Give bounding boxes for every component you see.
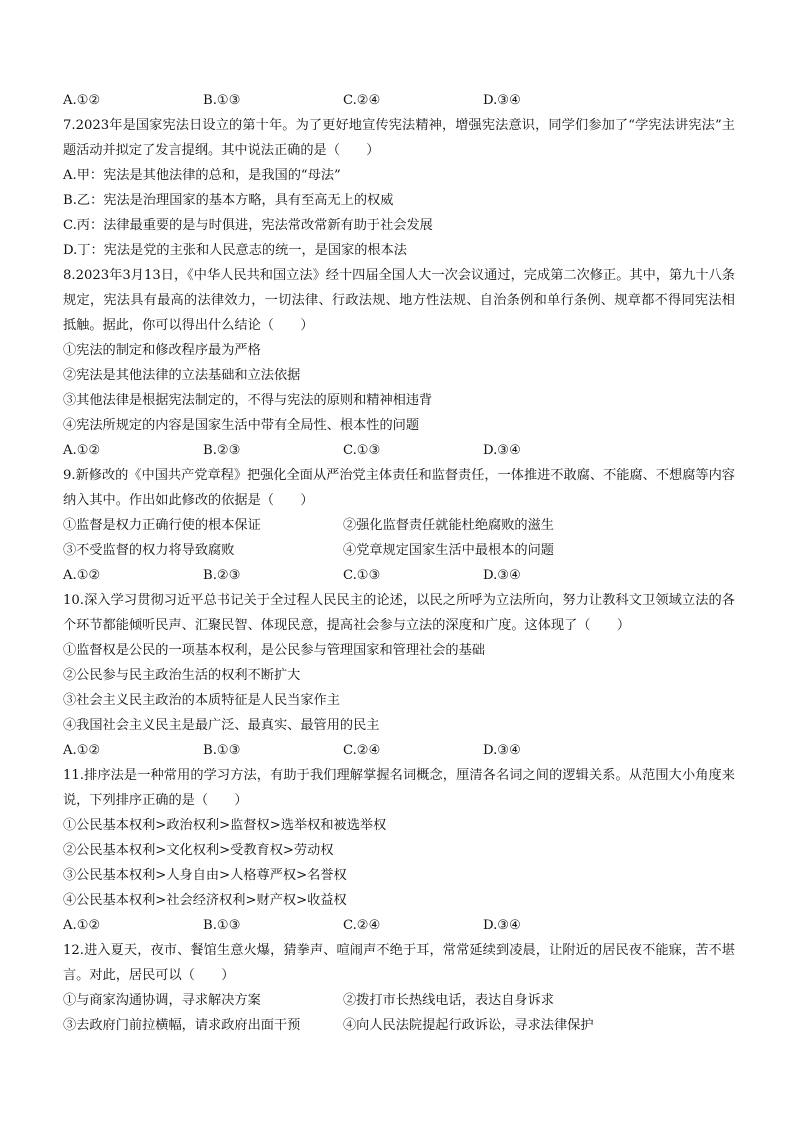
q7-option-a: A.甲：宪法是其他法律的总和，是我国的“母法” <box>63 168 341 183</box>
q11-choice-a: A.①② <box>63 918 101 933</box>
q9-choice-c: C.①③ <box>343 568 381 583</box>
q8-choice-c: C.①③ <box>343 443 381 458</box>
q6-choice-b: B.①③ <box>203 93 241 108</box>
q8-statement-1: ①宪法的制定和修改程序最为严格 <box>63 343 261 358</box>
q10-statement-4: ④我国社会主义民主是最广泛、最真实、最管用的民主 <box>63 718 380 733</box>
q7-stem: 7.2023年是国家宪法日设立的第十年。为了更好地宣传宪法精神，增强宪法意识，同学们参加了“学宪法讲宪法”主题活动并拟定了发言提纲。其中说法正确的是（ ） <box>63 118 735 158</box>
q9-statement-1: ①监督是权力正确行使的根本保证 <box>63 518 261 533</box>
q12-statement-4: ④向人民法院提起行政诉讼，寻求法律保护 <box>343 1018 594 1033</box>
q8-statement-2: ②宪法是其他法律的立法基础和立法依据 <box>63 368 301 383</box>
q7-option-d: D.丁：宪法是党的主张和人民意志的统一，是国家的根本法 <box>63 243 407 258</box>
q12-statement-3: ③去政府门前拉横幅，请求政府出面干预 <box>63 1018 301 1033</box>
q11-statement-1: ①公民基本权利>政治权利>监督权>选举权和被选举权 <box>63 818 387 833</box>
q8-choice-b: B.②③ <box>203 443 241 458</box>
q11-statement-4: ④公民基本权利>社会经济权利>财产权>收益权 <box>63 893 347 908</box>
q8-stem: 8.2023年3月13日，《中华人民共和国立法》经十四届全国人大一次会议通过，完成第二次修正。其中，第九十八条规定，宪法具有最高的法律效力，一切法律、行政法规、地方性法规、自治条例和单行条例、规章都不得同宪法相抵触。据此，你可以得出什么结论（ ） <box>63 268 735 333</box>
q8-statement-3: ③其他法律是根据宪法制定的，不得与宪法的原则和精神相违背 <box>63 393 433 408</box>
q9-choice-a: A.①② <box>63 568 101 583</box>
q10-choice-a: A.①② <box>63 743 101 758</box>
q6-choice-c: C.②④ <box>343 93 381 108</box>
q12-statements-row-1 <box>63 988 735 1013</box>
q7-option-c: C.丙：法律最重要的是与时俱进，宪法常改常新有助于社会发展 <box>63 218 433 233</box>
q6-choice-d: D.③④ <box>483 93 521 108</box>
q12-statement-1: ①与商家沟通协调，寻求解决方案 <box>63 993 261 1008</box>
q10-stem: 10.深入学习贯彻习近平总书记关于全过程人民民主的论述，以民之所呼为立法所向，努力让教科文卫领域立法的各个环节都能倾听民声、汇聚民智、体现民意，提高社会参与立法的深度和广度。这体现了（ ） <box>63 593 735 633</box>
q11-choice-d: D.③④ <box>483 918 521 933</box>
q9-choices <box>63 563 735 588</box>
q9-statement-3: ③不受监督的权力将导致腐败 <box>63 543 235 558</box>
q6-choices <box>63 88 735 113</box>
q9-statements-row-2 <box>63 538 735 563</box>
q12-stem: 12.进入夏天，夜市、餐馆生意火爆，猜拳声、喧闹声不绝于耳，常常延续到凌晨，让附近的居民夜不能寐，苦不堪言。对此，居民可以（ ） <box>63 943 735 983</box>
q11-choice-b: B.①③ <box>203 918 241 933</box>
q9-statement-2: ②强化监督责任就能杜绝腐败的滋生 <box>343 518 554 533</box>
q11-statement-2: ②公民基本权利>文化权利>受教育权>劳动权 <box>63 843 334 858</box>
q11-statement-3: ③公民基本权利>人身自由>人格尊严权>名誉权 <box>63 868 347 883</box>
q8-choices <box>63 438 735 463</box>
q9-stem: 9.新修改的《中国共产党章程》把强化全面从严治党主体责任和监督责任，一体推进不敢腐、不能腐、不想腐等内容纳入其中。作出如此修改的依据是（ ） <box>63 468 735 508</box>
q8-choice-d: D.③④ <box>483 443 521 458</box>
q12-statements-row-2 <box>63 1013 735 1038</box>
q10-statement-1: ①监督权是公民的一项基本权利，是公民参与管理国家和管理社会的基础 <box>63 643 485 658</box>
q10-statement-3: ③社会主义民主政治的本质特征是人民当家作主 <box>63 693 340 708</box>
q10-choice-c: C.②④ <box>343 743 381 758</box>
q11-choice-c: C.②④ <box>343 918 381 933</box>
q9-choice-d: D.③④ <box>483 568 521 583</box>
q9-statement-4: ④党章规定国家生活中最根本的问题 <box>343 543 554 558</box>
q10-choices <box>63 738 735 763</box>
q10-choice-b: B.①③ <box>203 743 241 758</box>
exam-page <box>63 88 735 1038</box>
q11-choices <box>63 913 735 938</box>
q7-option-b: B.乙：宪法是治理国家的基本方略，具有至高无上的权威 <box>63 193 394 208</box>
q8-statement-4: ④宪法所规定的内容是国家生活中带有全局性、根本性的问题 <box>63 418 420 433</box>
q6-choice-a: A.①② <box>63 93 101 108</box>
q10-choice-d: D.③④ <box>483 743 521 758</box>
q9-statements-row-1 <box>63 513 735 538</box>
q11-stem: 11.排序法是一种常用的学习方法，有助于我们理解掌握名词概念，厘清各名词之间的逻辑关系。从范围大小角度来说，下列排序正确的是（ ） <box>63 768 735 808</box>
q10-statement-2: ②公民参与民主政治生活的权利不断扩大 <box>63 668 301 683</box>
q8-choice-a: A.①② <box>63 443 101 458</box>
q12-statement-2: ②拨打市长热线电话，表达自身诉求 <box>343 993 554 1008</box>
q9-choice-b: B.②③ <box>203 568 241 583</box>
